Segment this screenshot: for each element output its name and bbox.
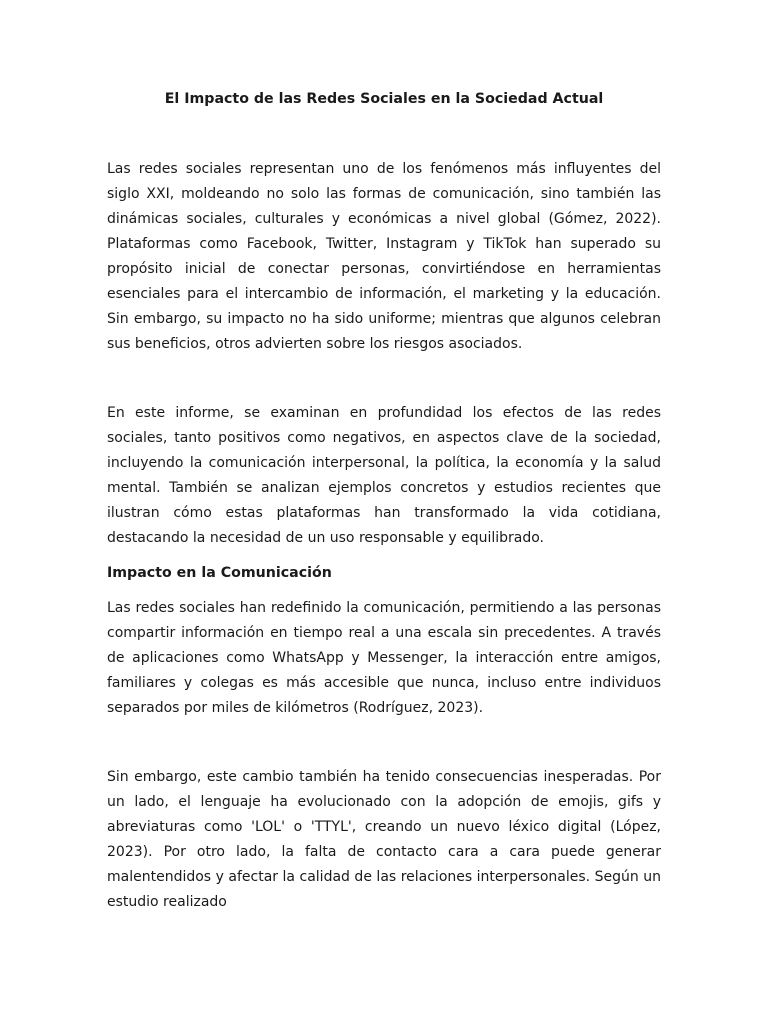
intro-paragraph-1: Las redes sociales representan uno de los fenómenos más influyentes del siglo XXI, moldeando no solo las formas de comunicación, sino también las dinámicas sociales, culturales y económicas a nivel global (Gómez, 2022). Plataformas como Facebook, Twitter, Instagram y TikTok han superado su propósito inicial de conectar personas, convirtiéndose en herramientas esenciales para el intercambio de información, el marketing y la educación. Sin embargo, su impacto no ha sido uniforme; mientras que algunos celebran sus beneficios, otros advierten sobre los riesgos asociados. bbox=[107, 161, 661, 352]
section-paragraph-1: Las redes sociales han redefinido la comunicación, permitiendo a las personas compartir información en tiempo real a una escala sin precedentes. A través de aplicaciones como WhatsApp y Messenger, la interacción entre amigos, familiares y colegas es más accesible que nunca, incluso entre individuos separados por miles de kilómetros (Rodríguez, 2023). bbox=[107, 600, 661, 716]
section-paragraph-2: Sin embargo, este cambio también ha tenido consecuencias inesperadas. Por un lado, el lenguaje ha evolucionado con la adopción de emojis, gifs y abreviaturas como 'LOL' o 'TTYL', creando un nuevo léxico digital (López, 2023). Por otro lado, la falta de contacto cara a cara puede generar malentendidos y afectar la calidad de las relaciones interpersonales. Según un estudio realizado bbox=[107, 769, 661, 910]
document-title: El Impacto de las Redes Sociales en la Sociedad Actual bbox=[164, 91, 604, 107]
section-heading-comunicacion: Impacto en la Comunicación bbox=[107, 565, 332, 581]
intro-paragraph-2: En este informe, se examinan en profundidad los efectos de las redes sociales, tanto positivos como negativos, en aspectos clave de la sociedad, incluyendo la comunicación interpersonal, la política, la economía y la salud mental. También se analizan ejemplos concretos y estudios recientes que ilustran cómo estas plataformas han transformado la vida cotidiana, destacando la necesidad de un uso responsable y equilibrado. bbox=[107, 405, 661, 546]
